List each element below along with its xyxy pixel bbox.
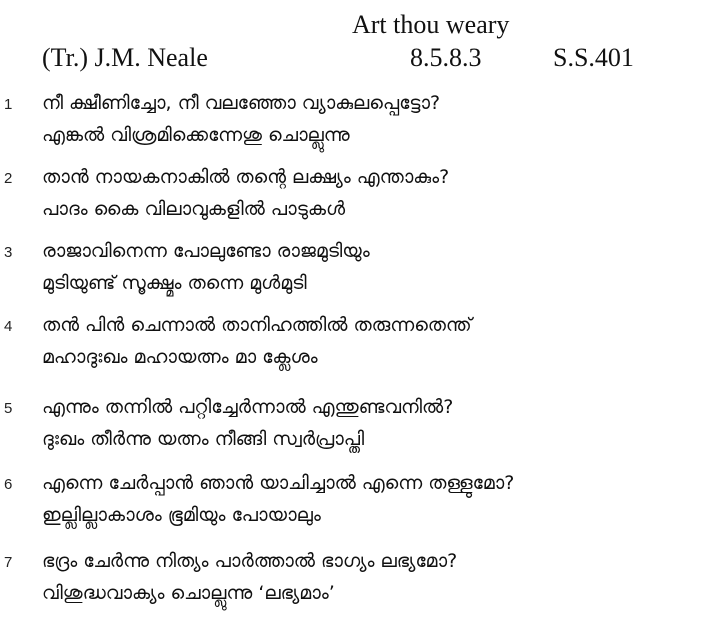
verse-line-2: ഇല്ലില്ലാകാശം ഭൂമിയും പോയാലും <box>42 504 321 526</box>
verse-line-1: നീ ക്ഷീണിച്ചോ, നീ വലഞ്ഞോ വ്യാകുലപ്പെട്ടോ? <box>42 92 441 114</box>
verse-line-1: തൻ പിൻ ചെന്നാൽ താനിഹത്തിൽ തരുന്നതെന്ത് <box>42 314 472 336</box>
verse-line-2: മുടിയുണ്ട് സൂക്ഷ്മം തന്നെ മുൾമുടി <box>42 272 307 294</box>
verse-number: 5 <box>4 400 13 417</box>
verse-line-2: മഹാദുഃഖം മഹായത്നം മാ ക്ലേശം <box>42 346 318 368</box>
verse-number: 1 <box>4 96 13 113</box>
verse-line-1: എന്നും തന്നിൽ പറ്റിച്ചേർന്നാൽ എന്തുണ്ടവനിൽ? <box>42 396 454 418</box>
meter: 8.5.8.3 <box>410 43 482 72</box>
verse-line-2: വിശുദ്ധവാക്യം ചൊല്ലുന്നു ‘ലഭ്യമാം’ <box>42 582 335 604</box>
verse-number: 2 <box>4 170 13 187</box>
verse-number: 6 <box>4 476 13 493</box>
hymn-title: Art thou weary <box>352 10 510 39</box>
translator-credit: (Tr.) J.M. Neale <box>42 43 208 72</box>
verse-line-2: പാദം കൈ വിലാവുകളിൽ പാടുകൾ <box>42 198 346 220</box>
verse-line-1: രാജാവിനെന്ന പോലുണ്ടോ രാജമുടിയും <box>42 240 370 262</box>
verse-number: 4 <box>4 318 13 335</box>
verse-number: 7 <box>4 554 13 571</box>
hymn-reference: S.S.401 <box>553 43 634 72</box>
verse-line-1: ഭദ്രം ചേർന്നു നിത്യം പാർത്താൽ ഭാഗ്യം ലഭ്യമോ? <box>42 550 458 572</box>
verse-line-2: ദുഃഖം തീർന്നു യത്നം നീങ്ങി സ്വർപ്രാപ്തി <box>42 428 365 450</box>
verse-line-1: എന്നെ ചേർപ്പാൻ ഞാൻ യാചിച്ചാൽ എന്നെ തള്ളുമോ? <box>42 472 515 494</box>
verse-number: 3 <box>4 244 13 261</box>
verse-line-2: എങ്കൽ വിശ്രമിക്കെന്നേശു ചൊല്ലുന്നു <box>42 124 350 146</box>
verse-line-1: താൻ നായകനാകിൽ തന്റെ ലക്ഷ്യം എന്താകും? <box>42 166 450 188</box>
